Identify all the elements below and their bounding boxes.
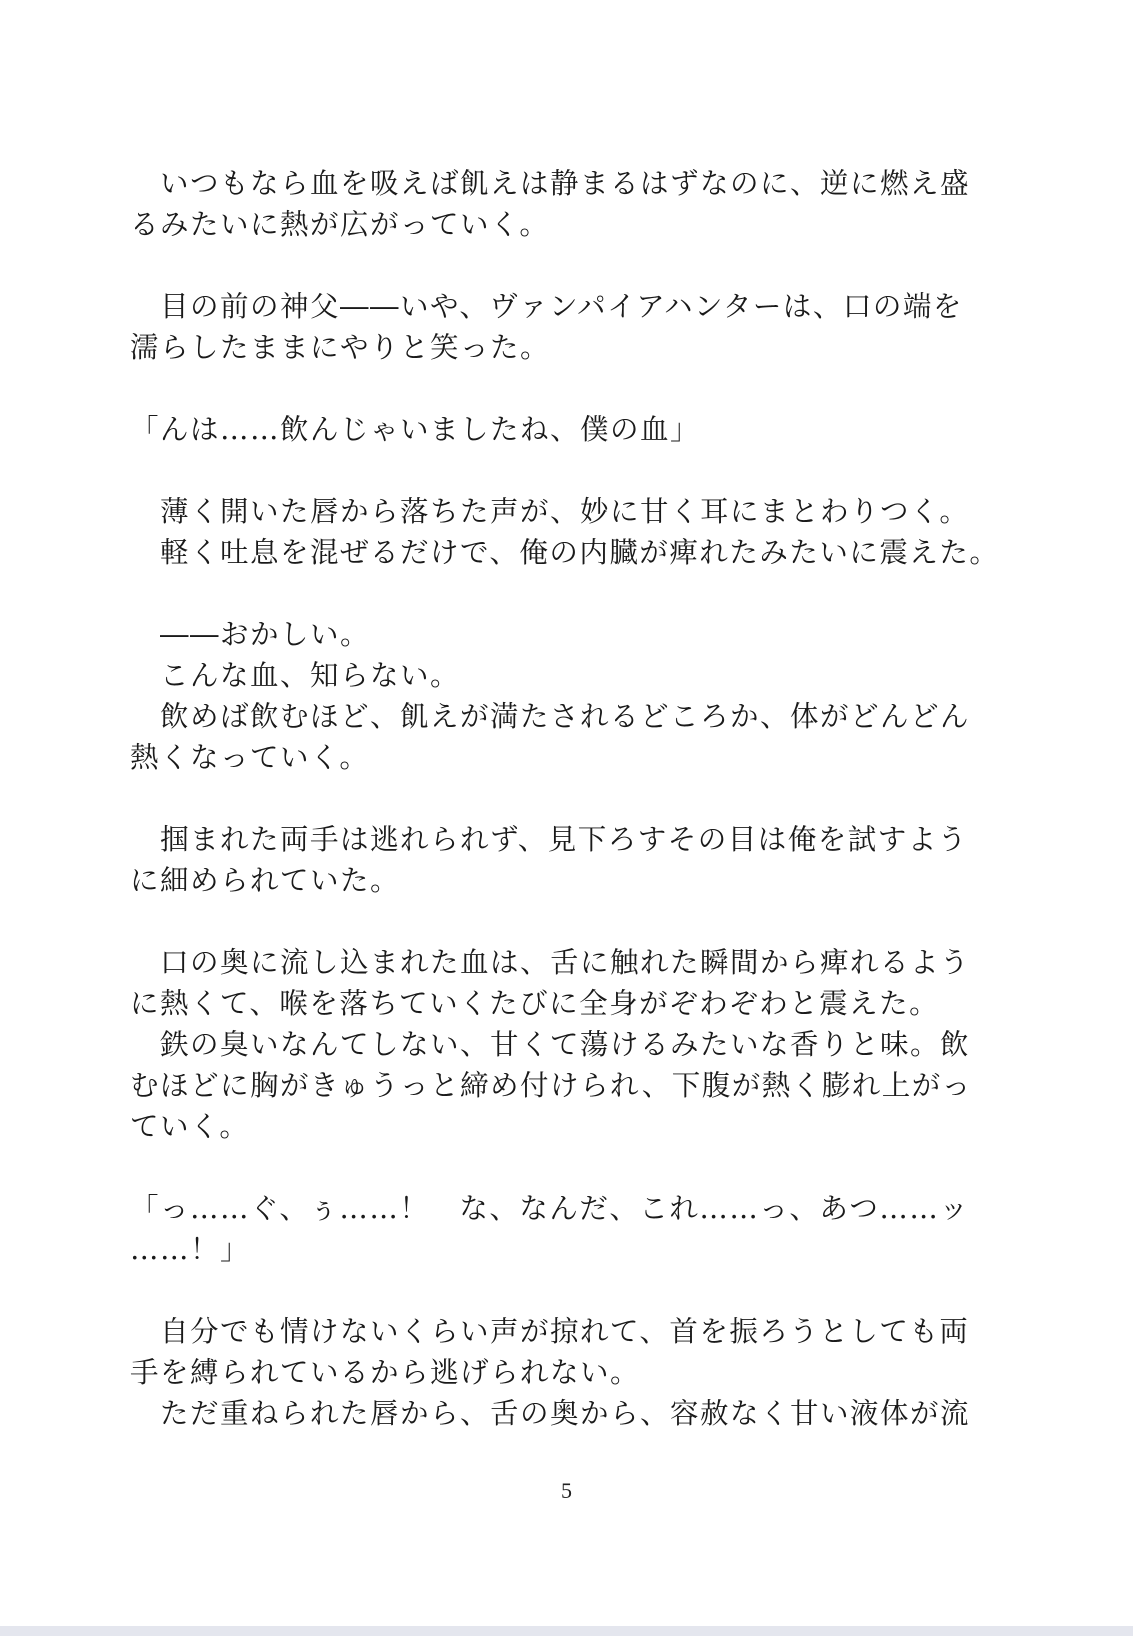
text-line: 口の奥に流し込まれた血は、舌に触れた瞬間から痺れるよう: [130, 946, 971, 979]
blank-line: [130, 1147, 1000, 1188]
viewer-bottom-edge: [0, 1626, 1133, 1636]
text-line: 「っ……ぐ、ぅ……！ な、なんだ、これ……っ、あつ……ッ: [130, 1192, 970, 1225]
text-line: ――おかしい。: [130, 618, 371, 651]
blank-line: [130, 245, 1000, 286]
text-line: ただ重ねられた唇から、舌の奥から、容赦なく甘い液体が流: [130, 1397, 971, 1430]
text-line: ……！」: [130, 1233, 251, 1266]
blank-line: [130, 368, 1000, 409]
text-line: 掴まれた両手は逃れられず、見下ろすその目は俺を試すよう: [130, 823, 968, 856]
text-line: 薄く開いた唇から落ちた声が、妙に甘く耳にまとわりつく。: [130, 495, 970, 528]
text-line: に熱くて、喉を落ちていくたびに全身がぞわぞわと震えた。: [130, 987, 940, 1020]
text-line: 目の前の神父――いや、ヴァンパイアハンターは、口の端を: [130, 290, 963, 323]
text-line: 手を縛られているから逃げられない。: [130, 1356, 641, 1389]
page-number: 5: [561, 1478, 572, 1503]
blank-line: [130, 1270, 1000, 1311]
text-line: 自分でも情けないくらい声が掠れて、首を振ろうとしても両: [130, 1315, 970, 1348]
text-line: るみたいに熱が広がっていく。: [130, 208, 550, 241]
text-line: いつもなら血を吸えば飢えは静まるはずなのに、逆に燃え盛: [130, 167, 971, 200]
blank-line: [130, 450, 1000, 491]
text-line: に細められていた。: [130, 864, 401, 897]
text-line: むほどに胸がきゅうっと締め付けられ、下腹が熱く膨れ上がっ: [130, 1069, 972, 1102]
text-line: 「んは……飲んじゃいましたね、僕の血」: [130, 413, 701, 446]
text-line: 濡らしたままにやりと笑った。: [130, 331, 551, 364]
blank-line: [130, 778, 1000, 819]
text-line: 熱くなっていく。: [130, 741, 370, 774]
text-line: 飲めば飲むほど、飢えが満たされるどころか、体がどんどん: [130, 700, 971, 733]
blank-line: [130, 901, 1000, 942]
text-line: 軽く吐息を混ぜるだけで、俺の内臓が痺れたみたいに震えた。: [130, 536, 1000, 569]
blank-line: [130, 573, 1000, 614]
text-line: ていく。: [130, 1110, 250, 1143]
text-line: こんな血、知らない。: [130, 659, 461, 692]
text-line: 鉄の臭いなんてしない、甘くて蕩けるみたいな香りと味。飲: [130, 1028, 971, 1061]
body-text: [130, 163, 1000, 1434]
